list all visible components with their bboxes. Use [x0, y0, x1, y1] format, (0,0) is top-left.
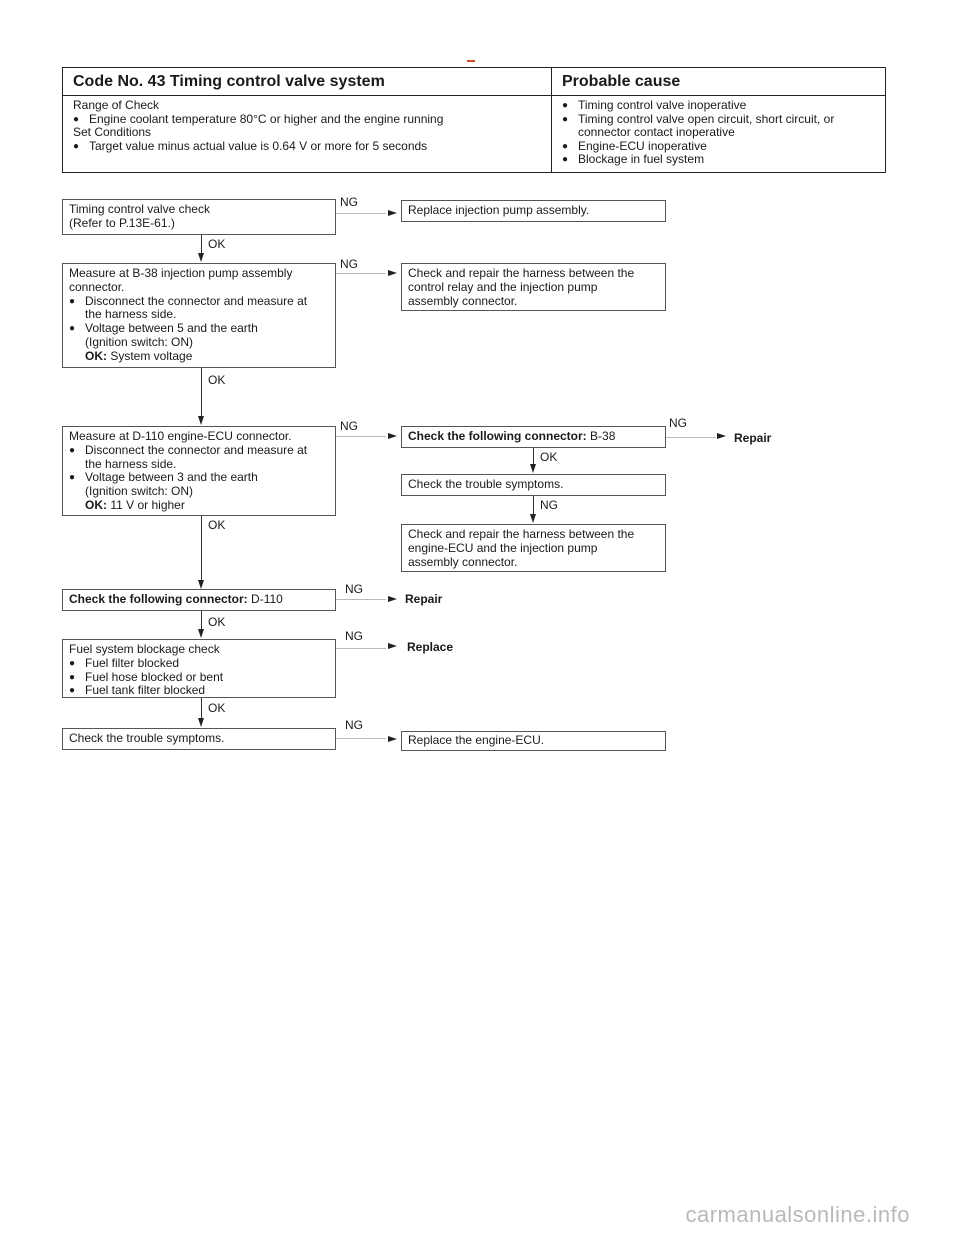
arrow-right-icon — [717, 433, 726, 439]
ok-label: OK — [208, 237, 226, 251]
arrow-down-icon — [530, 514, 536, 523]
step-check-connector-b38 — [401, 426, 666, 448]
step-text: Measure at B-38 injection pump assembly — [69, 266, 293, 280]
probable-cause-title: Probable cause — [552, 68, 885, 96]
connector-id: D-110 — [251, 592, 283, 606]
step-bullet: ● Fuel tank filter blocked — [69, 684, 329, 698]
result-text: Replace the engine-ECU. — [408, 733, 545, 747]
connector-line — [533, 496, 534, 516]
arrow-down-icon — [198, 416, 204, 425]
top-mark — [467, 60, 475, 62]
ng-label: NG — [340, 195, 358, 209]
arrow-right-icon — [388, 270, 397, 276]
connector-line — [336, 436, 386, 437]
set-heading: Set Conditions — [73, 125, 152, 140]
step-text: (Refer to P.13E-61.) — [69, 215, 175, 230]
cause-item-continued: connector contact inoperative — [578, 125, 735, 140]
check-conditions — [63, 96, 551, 153]
step-bullet: ● Fuel filter blocked — [69, 657, 329, 671]
diagnosis-header-table — [62, 67, 886, 173]
step-bullet: ● Fuel hose blocked or bent — [69, 671, 329, 685]
ng-label: NG — [345, 718, 363, 732]
result-replace-injection-pump — [401, 200, 666, 222]
connector-check-label: Check the following connector: — [408, 429, 587, 443]
set-item: ● Target value minus actual value is 0.64 V or more for 5 seconds — [73, 140, 543, 154]
watermark: carmanualsonline.info — [685, 1202, 910, 1227]
result-text: Check and repair the harness between the — [408, 527, 635, 541]
ok-criterion-value: 11 V or higher — [110, 497, 185, 512]
check-conditions-column — [63, 68, 552, 172]
connector-line — [201, 698, 202, 720]
connector-line — [201, 235, 202, 255]
step-bullet: ● Voltage between 5 and the earth — [69, 322, 329, 336]
connector-line — [336, 738, 386, 739]
step-measure-d110 — [62, 426, 336, 516]
ng-label: NG — [345, 629, 363, 643]
arrow-down-icon — [198, 580, 204, 589]
ok-criterion-value: System voltage — [110, 348, 193, 363]
step-bullet: ● Voltage between 3 and the earth — [69, 471, 329, 485]
result-replace: Replace — [407, 640, 454, 654]
connector-id: B-38 — [590, 429, 616, 443]
result-repair: Repair — [405, 592, 443, 606]
connector-line — [201, 611, 202, 631]
ng-label: NG — [669, 416, 687, 430]
ok-label: OK — [540, 450, 558, 464]
ok-label: OK — [208, 518, 226, 532]
ok-criterion-label: OK: — [85, 497, 107, 512]
step-check-connector-d110 — [62, 589, 336, 611]
range-heading: Range of Check — [73, 98, 160, 112]
ng-label: NG — [340, 257, 358, 271]
ng-label: NG — [345, 582, 363, 596]
step-text: Fuel system blockage check — [69, 642, 220, 656]
result-text: control relay and the injection pump — [408, 279, 598, 294]
result-text: assembly connector. — [408, 554, 518, 569]
result-replace-ecu — [401, 731, 666, 751]
arrow-right-icon — [388, 210, 397, 216]
ng-label: NG — [340, 419, 358, 433]
connector-line — [666, 437, 716, 438]
step-final-trouble-symptoms — [62, 728, 336, 750]
result-repair-harness-ecu — [401, 524, 666, 572]
step-bullet-continued: (Ignition switch: ON) — [85, 484, 194, 499]
arrow-down-icon — [198, 629, 204, 638]
step-bullet-continued: the harness side. — [85, 456, 177, 471]
probable-cause-column — [552, 68, 885, 172]
arrow-right-icon — [388, 736, 397, 742]
connector-line — [201, 368, 202, 418]
connector-line — [336, 648, 386, 649]
cause-item: ● Engine-ECU inoperative — [562, 140, 877, 154]
arrow-right-icon — [388, 433, 397, 439]
step-text: Check the trouble symptoms. — [408, 477, 564, 491]
step-timing-valve-check — [62, 199, 336, 235]
step-fuel-blockage-check — [62, 639, 336, 698]
ok-label: OK — [208, 701, 226, 715]
cause-item: ● Timing control valve open circuit, short circuit, or — [562, 113, 877, 127]
ok-criterion — [69, 350, 329, 364]
connector-line — [336, 213, 386, 214]
step-bullet: ● Disconnect the connector and measure at — [69, 444, 329, 458]
step-text: connector. — [69, 279, 125, 294]
ng-label: NG — [540, 498, 558, 512]
connector-line — [336, 599, 386, 600]
step-measure-b38 — [62, 263, 336, 368]
connector-line — [336, 273, 386, 274]
arrow-down-icon — [198, 253, 204, 262]
connector-check-label: Check the following connector: — [69, 592, 248, 606]
connector-line — [201, 516, 202, 582]
step-text: Timing control valve check — [69, 202, 210, 216]
ok-criterion — [69, 499, 329, 513]
arrow-right-icon — [388, 596, 397, 602]
probable-cause-list — [552, 96, 885, 167]
result-text: Replace injection pump assembly. — [408, 203, 590, 217]
result-repair: Repair — [734, 431, 772, 445]
cause-item: ● Timing control valve inoperative — [562, 99, 877, 113]
result-repair-harness-relay — [401, 263, 666, 311]
step-text: Measure at D-110 engine-ECU connector. — [69, 429, 292, 443]
ok-label: OK — [208, 373, 226, 387]
ok-label: OK — [208, 615, 226, 629]
step-bullet: ● Disconnect the connector and measure at — [69, 295, 329, 309]
result-text: assembly connector. — [408, 293, 518, 308]
step-text: Check the trouble symptoms. — [69, 731, 225, 745]
step-bullet-continued: the harness side. — [85, 307, 177, 322]
arrow-down-icon — [530, 464, 536, 473]
cause-item: ● Blockage in fuel system — [562, 153, 877, 167]
ok-criterion-label: OK: — [85, 348, 107, 363]
step-check-trouble-symptoms — [401, 474, 666, 496]
code-title: Code No. 43 Timing control valve system — [63, 68, 551, 96]
arrow-down-icon — [198, 718, 204, 727]
result-text: engine-ECU and the injection pump — [408, 540, 598, 555]
result-text: Check and repair the harness between the — [408, 266, 635, 280]
step-bullet-continued: (Ignition switch: ON) — [85, 334, 194, 349]
range-item: ● Engine coolant temperature 80°C or higher and the engine running — [73, 113, 543, 127]
arrow-right-icon — [388, 643, 397, 649]
